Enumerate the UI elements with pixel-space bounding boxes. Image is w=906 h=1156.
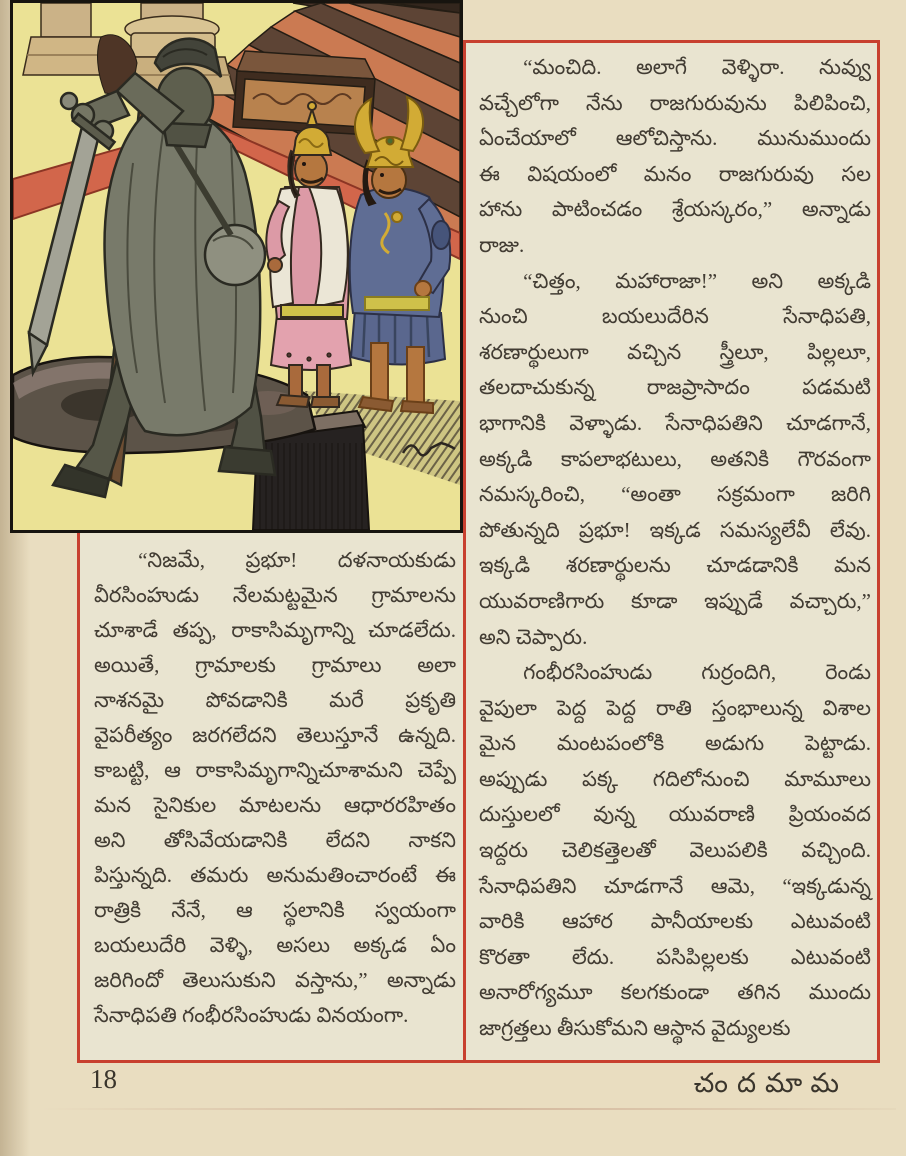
text-line: మన సైనికుల మాటలను ఆధారరహితం: [94, 793, 456, 817]
left-text-column: [94, 543, 456, 1055]
text-line: సేనాధిపతిని చూడగానే ఆమె, “ఇక్కడున్న: [479, 873, 871, 898]
text-line: ఏంచేయాలో ఆలోచిస్తాను. మునుముందు: [479, 126, 871, 151]
text-line: నుంచి బయలుదేరిన సేనాధిపతి,: [479, 304, 871, 329]
text-line: హాను పాటించడం శ్రేయస్కరం,” అన్నాడు: [479, 197, 871, 222]
text-line: యువరాణిగారు కూడా ఇప్పుడే వచ్చారు,”: [479, 588, 871, 613]
text-line: సేనాధిపతి గంభీరసింహుడు వినయంగా.: [94, 1003, 409, 1027]
text-line: పిస్తున్నది. తమరు అనుమతించారంటే ఈ: [94, 863, 456, 887]
text-line: ఇక్కడి శరణార్థులను చూడడానికి మన: [479, 553, 871, 578]
text-line: నమస్కరించి, “అంతా సక్రమంగా జరిగి: [479, 482, 871, 507]
frame-rule-left: [77, 524, 80, 1063]
text-line: జరిగిందో తెలుసుకుని వస్తాను,” అన్నాడు: [94, 968, 456, 992]
text-line: పోతున్నది ప్రభూ! ఇక్కడ సమస్యలేవీ లేవు.: [479, 517, 871, 542]
text-line: అయితే, గ్రామాలకు గ్రామాలు అలా: [94, 653, 456, 677]
text-line: బయలుదేరి వెళ్ళి, అసలు అక్కడ ఏం: [94, 933, 456, 957]
page-number: 18: [90, 1064, 117, 1094]
text-line: వైపరీత్యం జరగలేదని తెలుస్తూనే ఉన్నది.: [94, 723, 456, 747]
text-line: శరణార్థులుగా వచ్చిన స్త్రీలూ, పిల్లలూ,: [479, 339, 871, 364]
paragraph: [94, 543, 456, 1033]
pink-skirt: [271, 315, 351, 370]
text-line: చూశాడే తప్ప, రాకాసిమృగాన్ని చూడలేదు.: [94, 618, 456, 642]
paragraph: [479, 655, 871, 1047]
text-line: వారికి ఆహార పానీయాలకు ఎటువంటి: [479, 909, 871, 934]
frame-rule-top: [462, 40, 880, 43]
paragraph: [479, 264, 871, 656]
statue-boot-right: [219, 447, 275, 475]
text-line: అని తోసివేయడానికి లేదని నాకని: [94, 828, 456, 852]
text-line: రాజు.: [479, 232, 525, 257]
text-line: వీరసింహుడు నేలమట్టమైన గ్రామాలను: [94, 583, 456, 607]
right-text-column: [479, 50, 871, 1056]
frame-rule-right: [877, 40, 880, 1063]
magazine-title: చందమామ: [693, 1068, 848, 1098]
text-line: కాబట్టి, ఆ రాకాసిమృగాన్నిచూశామని చెప్పే: [94, 758, 456, 782]
text-line: మైన మంటపంలోకి అడుగు పెట్టాడు.: [479, 731, 871, 756]
paragraph: [479, 50, 871, 264]
text-line: వచ్చేలోగా నేను రాజగురువును పిలిపించి,: [479, 90, 871, 115]
text-line: “మంచిది. అలాగే వెళ్ళిరా. నువ్వు: [523, 55, 871, 79]
story-illustration: [10, 0, 463, 533]
text-line: వైపులా పెద్ద పెద్ద రాతి స్తంభాలున్న విశాల: [479, 695, 871, 720]
text-line: అని చెప్పారు.: [479, 624, 588, 649]
text-line: దుస్తులలో వున్న యువరాణి ప్రియంవద: [479, 802, 871, 827]
text-line: తలదాచుకున్న రాజప్రాసాదం పడమటి: [479, 375, 871, 400]
text-line: ఇద్దరు చెలికత్తెలతో వెలుపలికి వచ్చింది.: [479, 838, 871, 863]
ornate-chest: [233, 51, 375, 135]
text-line: నాశనమై పోవడానికి మరే ప్రకృతి: [94, 688, 456, 712]
text-line: అప్పుడు పక్క గదిలోనుంచి మామూలు: [479, 766, 871, 791]
text-line: కొరతా లేదు. పసిపిల్లలకు ఎటువంటి: [479, 944, 871, 969]
text-line: జాగ్రత్తలు తీసుకోమని ఆస్థాన వైద్యులకు: [479, 1016, 791, 1041]
text-line: రాత్రికి నేనే, ఆ స్థలానికి స్వయంగా: [94, 898, 456, 922]
text-line: “చిత్తం, మహారాజా!” అని అక్కడి: [523, 268, 871, 293]
text-line: భాగానికి వెళ్ళాడు. సేనాధిపతిని చూడగానే,: [479, 410, 871, 435]
text-line: అనారోగ్యమూ కలగకుండా తగిన ముందు: [479, 980, 871, 1005]
blue-king-sash: [365, 297, 429, 310]
column-divider-rule: [463, 40, 466, 1063]
text-line: అక్కడి కాపలాభటులు, అతనికి గౌరవంగా: [479, 446, 871, 471]
text-line: “నిజమే, ప్రభూ! దళనాయకుడు: [138, 548, 456, 572]
paper-crease: [40, 1108, 896, 1110]
shoulder-pauldron: [205, 225, 265, 285]
gold-belt: [281, 305, 343, 317]
text-line: గంభీరసింహుడు గుర్రందిగి, రెండు: [523, 660, 871, 685]
text-line: ఈ విషయంలో మనం రాజగురువు సల: [479, 161, 871, 186]
frame-rule-bottom: [77, 1060, 880, 1063]
